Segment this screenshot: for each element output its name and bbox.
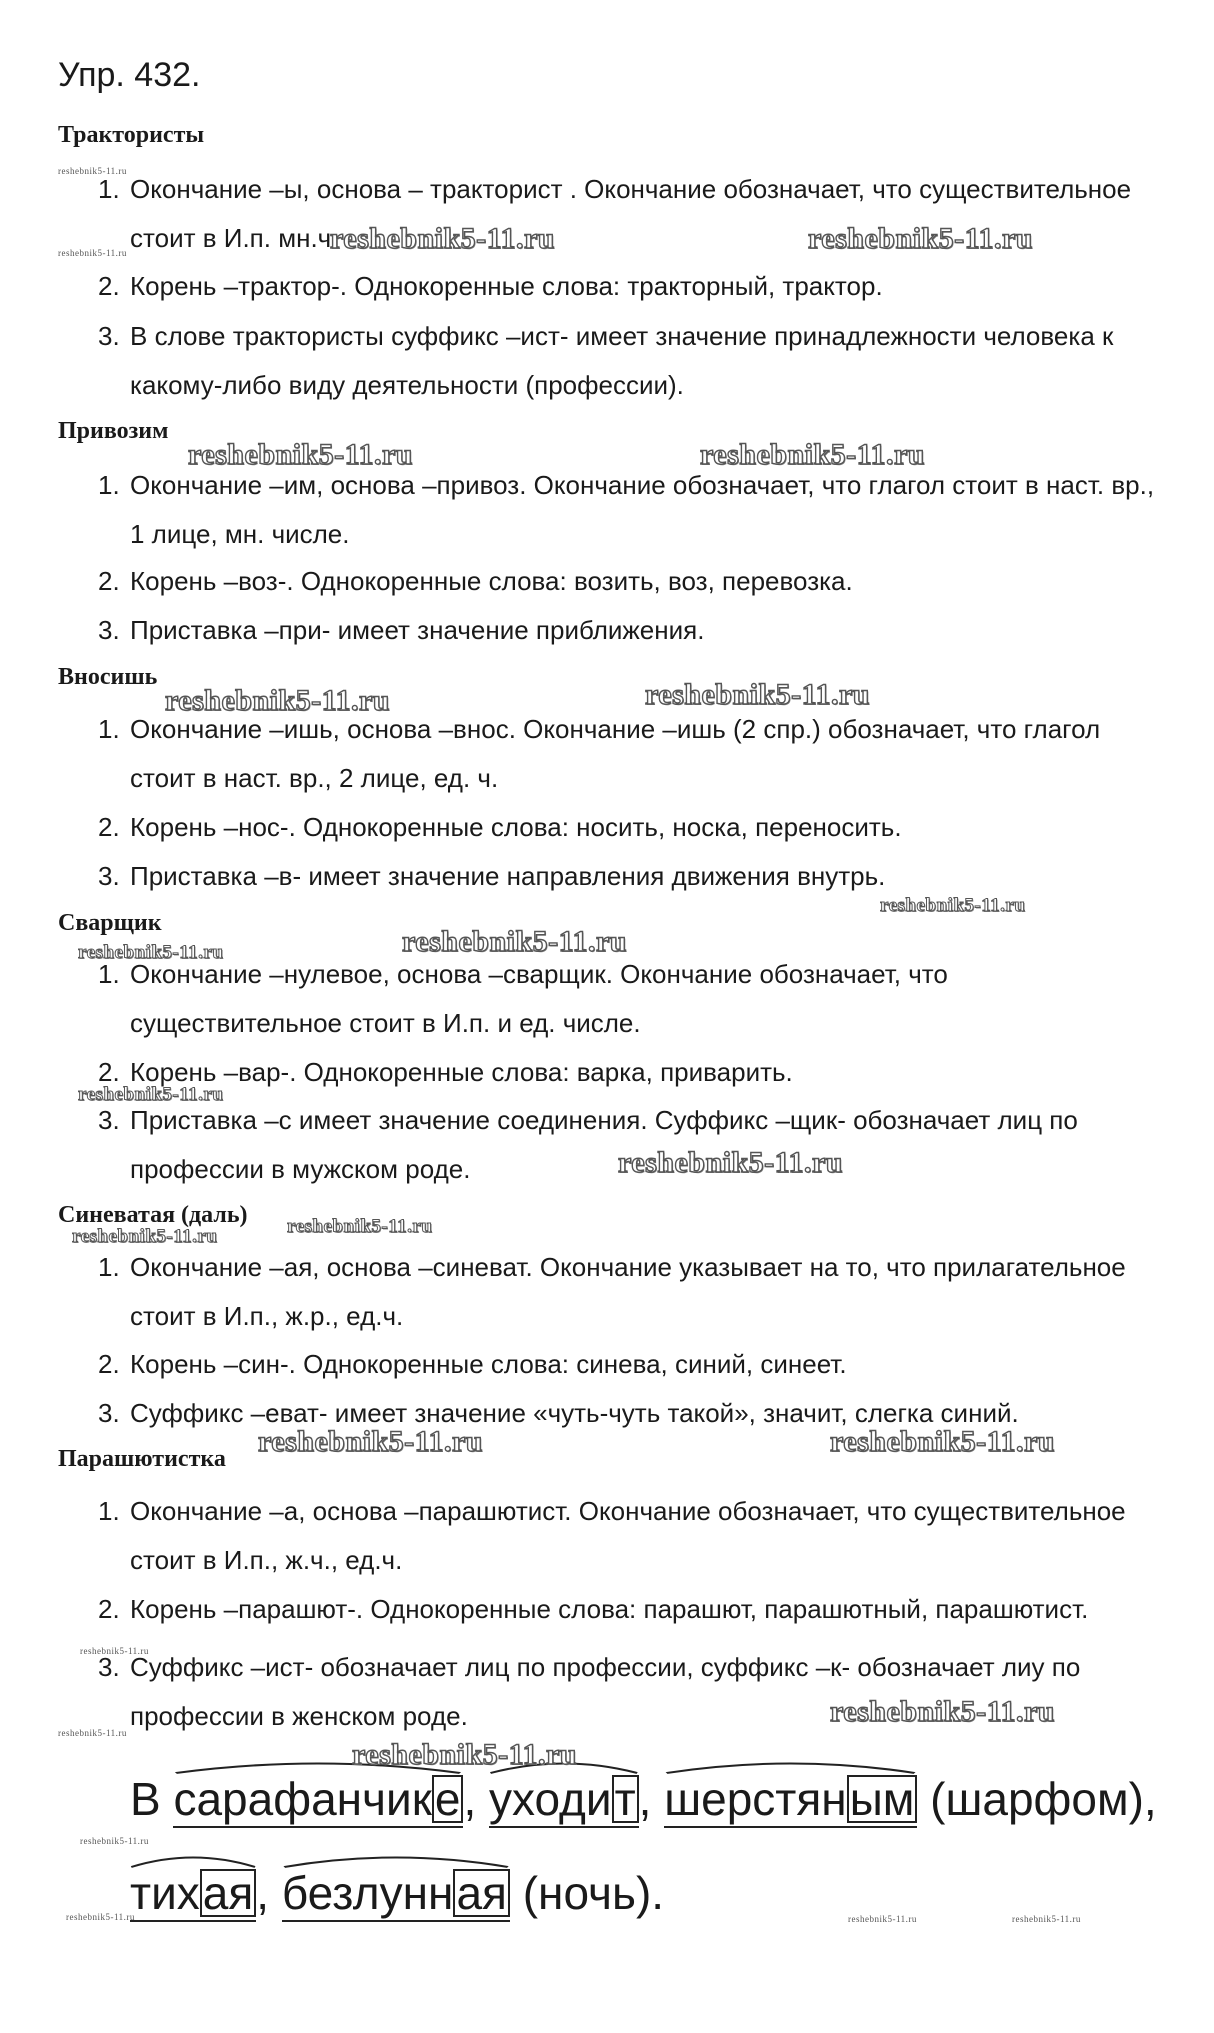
list-item: 3. Суффикс –еват- имеет значение «чуть-чуть такой», значит, слегка синий.	[98, 1398, 1019, 1428]
watermark: reshebnik5-11.ru	[830, 1695, 1055, 1728]
word-sherstyanym	[664, 1772, 917, 1828]
watermark: reshebnik5-11.ru	[1012, 1914, 1081, 1924]
ending-box: ая	[453, 1869, 510, 1917]
watermark: reshebnik5-11.ru	[80, 1836, 149, 1846]
watermark: reshebnik5-11.ru	[848, 1914, 917, 1924]
stem: шерстян	[664, 1773, 847, 1825]
list-item: 2. Корень –воз-. Однокоренные слова: возить, воз, перевозка.	[98, 566, 853, 596]
section-heading-6: Парашютистка	[58, 1446, 226, 1472]
list-item: 3. В слове трактористы суффикс –ист- имеет значение принадлежности человека к какому-либо виду деятельности (профессии).	[98, 321, 1114, 400]
list-item: 3. Приставка –в- имеет значение направления движения внутрь.	[98, 861, 886, 891]
list-item: 1. Окончание –а, основа –парашютист. Окончание обозначает, что существительное стоит в И.п., ж.ч., ед.ч.	[98, 1496, 1126, 1575]
watermark: reshebnik5-11.ru	[58, 166, 127, 176]
stem: безлунн	[281, 1867, 454, 1919]
section-heading-1: Трактористы	[58, 122, 205, 148]
section-heading-3: Вносишь	[58, 664, 158, 690]
list-item: 3. Приставка –с имеет значение соединения. Суффикс –щик- обозначает лиц по профессии в мужском роде.	[98, 1105, 1078, 1184]
watermark: reshebnik5-11.ru	[808, 222, 1033, 255]
stem-arc-icon	[130, 1852, 256, 1868]
stem-arc-icon	[664, 1758, 917, 1774]
word-tihaya	[130, 1866, 256, 1922]
stem: сарафанчик	[173, 1773, 432, 1825]
stem: тих	[130, 1867, 200, 1919]
watermark: reshebnik5-11.ru	[72, 1226, 218, 1247]
ending-box: ая	[200, 1869, 257, 1917]
page-title: Упр. 432.	[58, 56, 201, 94]
section-heading-2: Привозим	[58, 418, 169, 444]
watermark: reshebnik5-11.ru	[880, 895, 1026, 916]
ending-box: е	[432, 1775, 464, 1823]
watermark: reshebnik5-11.ru	[58, 248, 127, 258]
list-item: 1. Окончание –ая, основа –синеват. Окончание указывает на то, что прилагательное стоит в И.п., ж.р., ед.ч.	[98, 1252, 1126, 1331]
comma: ,	[463, 1773, 477, 1825]
section-heading-5: Синеватая (даль)	[58, 1202, 248, 1228]
watermark: reshebnik5-11.ru	[58, 1728, 127, 1738]
list-item: 2. Корень –парашют-. Однокоренные слова: парашют, парашютный, парашютист.	[98, 1594, 1089, 1624]
ending-box: т	[612, 1775, 639, 1823]
word-sharfom: (шарфом),	[930, 1773, 1157, 1825]
list-item: 3. Приставка –при- имеет значение приближения.	[98, 615, 705, 645]
list-item: 1. Окончание –ишь, основа –внос. Окончание –ишь (2 спр.) обозначает, что глагол стоит в наст. вр., 2 лице, ед. ч.	[98, 714, 1101, 793]
watermark: reshebnik5-11.ru	[352, 1738, 577, 1771]
comma: ,	[638, 1773, 652, 1825]
watermark: reshebnik5-11.ru	[66, 1912, 135, 1922]
ending-box: ым	[847, 1775, 918, 1823]
stem-arc-icon	[282, 1852, 510, 1868]
watermark: reshebnik5-11.ru	[645, 678, 870, 711]
watermark: reshebnik5-11.ru	[618, 1146, 843, 1179]
watermark: reshebnik5-11.ru	[188, 438, 413, 471]
sentence-line-2	[130, 1866, 664, 1922]
watermark: reshebnik5-11.ru	[287, 1216, 433, 1237]
comma: ,	[256, 1867, 270, 1919]
watermark: reshebnik5-11.ru	[258, 1425, 483, 1458]
list-item: 1. Окончание –ы, основа – тракторист . Окончание обозначает, что существительное стоит в И.п. мн.ч.	[98, 174, 1132, 253]
list-item: 2. Корень –трактор-. Однокоренные слова: тракторный, трактор.	[98, 271, 883, 301]
word-bezlunnaya	[282, 1866, 510, 1922]
list-item: 3. Суффикс –ист- обозначает лиц по профессии, суффикс –к- обозначает лиу по профессии в женском роде.	[98, 1652, 1081, 1731]
watermark: reshebnik5-11.ru	[330, 222, 555, 255]
word-noch: (ночь).	[522, 1867, 665, 1919]
list-item: 2. Корень –син-. Однокоренные слова: синева, синий, синеет.	[98, 1349, 847, 1379]
list-item: 2. Корень –вар-. Однокоренные слова: варка, приварить.	[98, 1057, 793, 1087]
word-sarafanchike	[173, 1772, 463, 1828]
stem: уходи	[489, 1773, 612, 1825]
watermark: reshebnik5-11.ru	[78, 1084, 224, 1105]
word-v: В	[130, 1773, 161, 1825]
watermark: reshebnik5-11.ru	[830, 1425, 1055, 1458]
watermark: reshebnik5-11.ru	[80, 1646, 149, 1656]
watermark: reshebnik5-11.ru	[78, 942, 224, 963]
list-item: 2. Корень –нос-. Однокоренные слова: носить, носка, переносить.	[98, 812, 902, 842]
watermark: reshebnik5-11.ru	[402, 925, 627, 958]
watermark: reshebnik5-11.ru	[165, 684, 390, 717]
word-uhodit	[489, 1772, 639, 1828]
sentence-line-1	[130, 1772, 1157, 1828]
section-heading-4: Сварщик	[58, 910, 162, 936]
watermark: reshebnik5-11.ru	[700, 438, 925, 471]
list-item: 1. Окончание –нулевое, основа –сварщик. Окончание обозначает, что существительное стоит в И.п. и ед. числе.	[98, 959, 948, 1038]
list-item: 1. Окончание –им, основа –привоз. Окончание обозначает, что глагол стоит в наст. вр., 1 лице, мн. числе.	[98, 470, 1155, 549]
